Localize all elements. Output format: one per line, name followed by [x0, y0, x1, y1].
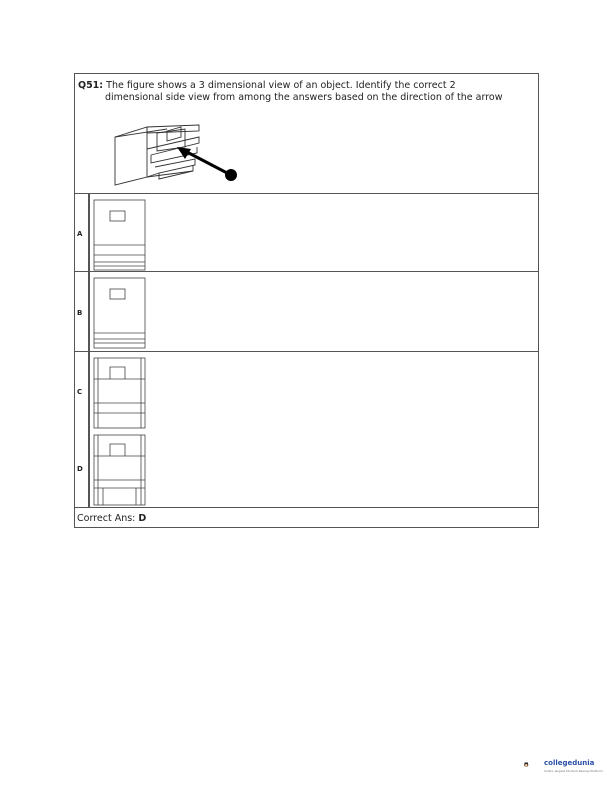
question-line-1: The figure shows a 3 dimensional view of an object. Identify the correct 2 [106, 80, 456, 91]
option-row-a[interactable] [75, 194, 538, 272]
option-d-figure[interactable] [93, 434, 147, 506]
collegedunia-logo-icon [524, 754, 542, 776]
question-line-rest: dimensional side view from among the answers based on the direction of the arrow [105, 92, 503, 103]
question-table [74, 73, 539, 528]
question-row [75, 74, 538, 194]
option-c-figure[interactable] [93, 357, 147, 429]
footer-tagline: India's largest Student Review Platform [544, 769, 604, 773]
option-row-b[interactable] [75, 272, 538, 352]
option-letter-column [75, 194, 90, 271]
correct-answer-label: Correct Ans: [77, 513, 136, 524]
option-a-figure [93, 199, 147, 271]
option-letter-d[interactable]: D [77, 465, 83, 473]
object-3d-figure [107, 119, 267, 189]
option-letter-a: A [77, 230, 83, 238]
option-letter-c[interactable]: C [77, 388, 83, 396]
footer-brand: collegedunia [544, 759, 595, 767]
option-letter-column [75, 272, 90, 351]
question-text [78, 80, 518, 104]
question-number: Q51: [78, 80, 104, 91]
correct-answer-value: D [138, 513, 147, 524]
option-b-figure [93, 277, 147, 349]
option-letter-column [75, 352, 90, 507]
option-rows-cd [75, 352, 538, 508]
option-letter-b: B [77, 309, 83, 317]
correct-answer-row [75, 508, 538, 528]
